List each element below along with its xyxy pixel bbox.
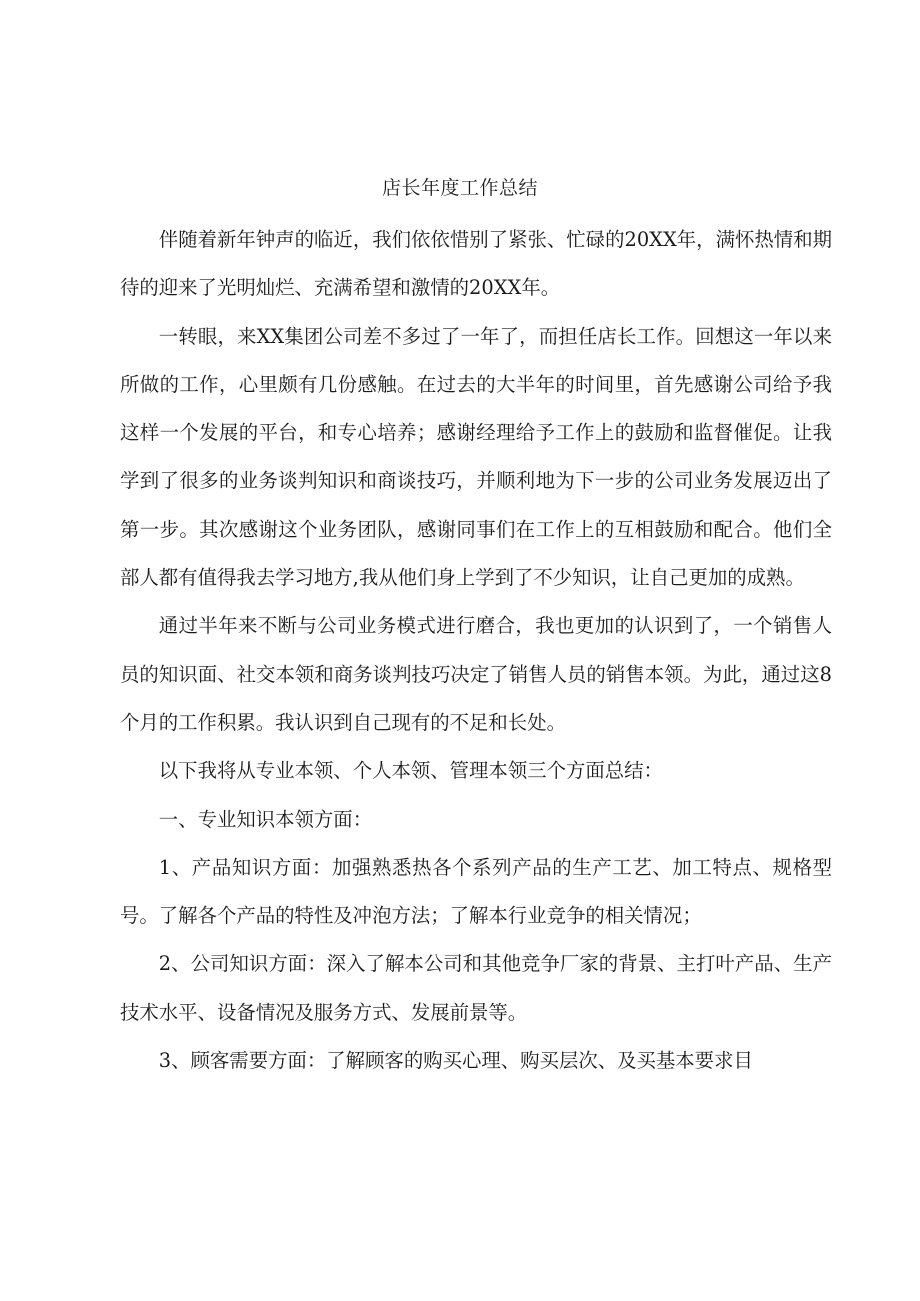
paragraph-intro: 伴随着新年钟声的临近，我们依依惜别了紧张、忙碌的20XX年，满怀热情和期待的迎来了光明灿烂、充满希望和激情的20XX年。 bbox=[120, 228, 832, 300]
document-title: 店长年度工作总结 bbox=[381, 177, 538, 199]
document-body bbox=[120, 216, 832, 1085]
list-item-customer-needs: 3、顾客需要方面：了解顾客的购买心理、购买层次、及买基本要求目 bbox=[158, 1049, 753, 1073]
section-heading-professional: 一、专业知识本领方面： bbox=[158, 807, 373, 831]
paragraph-growth: 通过半年来不断与公司业务模式进行磨合，我也更加的认识到了，一个销售人员的知识面、社交本领和商务谈判技巧决定了销售人员的销售本领。为此，通过这8个月的工作积累。我认识到自己现有的不足和长处。 bbox=[120, 614, 832, 734]
paragraph-reflection: 一转眼，来XX集团公司差不多过了一年了，而担任店长工作。回想这一年以来所做的工作，心里颇有几份感触。在过去的大半年的时间里，首先感谢公司给予我这样一个发展的平台，和专心培养；感谢经理给予工作上的鼓励和监督催促。让我学到了很多的业务谈判知识和商谈技巧，并顺利地为下一步的公司业务发展迈出了第一步。其次感谢这个业务团队，感谢同事们在工作上的互相鼓励和配合。他们全部人都有值得我去学习地方,我从他们身上学到了不少知识，让自己更加的成熟。 bbox=[120, 324, 832, 590]
list-item-product-knowledge: 1、产品知识方面：加强熟悉热各个系列产品的生产工艺、加工特点、规格型号。了解各个产品的特性及冲泡方法；了解本行业竞争的相关情况； bbox=[120, 855, 832, 928]
paragraph-outline: 以下我将从专业本领、个人本领、管理本领三个方面总结： bbox=[158, 759, 663, 783]
list-item-company-knowledge: 2、公司知识方面：深入了解本公司和其他竞争厂家的背景、主打叶产品、生产技术水平、设备情况及服务方式、发展前景等。 bbox=[120, 952, 832, 1024]
